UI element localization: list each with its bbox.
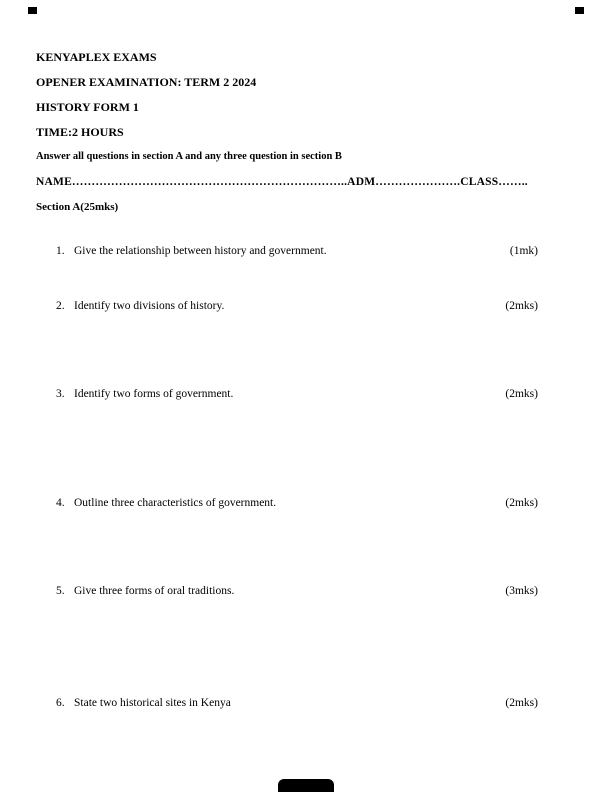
instructions-line: Answer all questions in section A and any three question in section B xyxy=(36,151,342,162)
question-marks: (2mks) xyxy=(505,697,538,709)
question-row xyxy=(36,584,538,598)
question-marks: (1mk) xyxy=(509,245,538,257)
question-text: Give the relationship between history and government. xyxy=(74,245,327,257)
question-text: Give three forms of oral traditions. xyxy=(74,585,235,597)
question-row xyxy=(36,696,538,710)
question-number: 4. xyxy=(56,497,65,509)
question-text: State two historical sites in Kenya xyxy=(74,697,231,709)
subject-line: HISTORY FORM 1 xyxy=(36,100,139,114)
question-row xyxy=(36,496,538,510)
question-row xyxy=(36,299,538,313)
question-text: Identify two forms of government. xyxy=(74,388,234,400)
exam-title-line: OPENER EXAMINATION: TERM 2 2024 xyxy=(36,75,257,89)
question-number: 5. xyxy=(56,585,65,597)
question-row xyxy=(36,244,538,258)
question-number: 1. xyxy=(56,245,65,257)
question-number: 6. xyxy=(56,697,65,709)
question-row xyxy=(36,387,538,401)
section-heading: Section A(25mks) xyxy=(36,201,119,213)
question-marks: (2mks) xyxy=(505,497,538,509)
question-marks: (2mks) xyxy=(505,300,538,312)
question-list xyxy=(36,244,538,710)
question-text: Outline three characteristics of government. xyxy=(74,497,277,509)
question-text: Identify two divisions of history. xyxy=(74,300,225,312)
scan-mark-top-right xyxy=(575,7,584,14)
question-number: 3. xyxy=(56,388,65,400)
question-marks: (2mks) xyxy=(505,388,538,400)
question-number: 2. xyxy=(56,300,65,312)
question-marks: (3mks) xyxy=(505,585,538,597)
exam-board-line: KENYAPLEX EXAMS xyxy=(36,50,157,64)
scan-mark-top-left xyxy=(28,7,37,14)
scan-mark-bottom-center xyxy=(278,779,334,792)
exam-header xyxy=(36,50,538,214)
time-line: TIME:2 HOURS xyxy=(36,125,124,139)
name-adm-class-line: NAME……………………………………………………………..ADM………………….CLASS…….. xyxy=(36,176,528,188)
